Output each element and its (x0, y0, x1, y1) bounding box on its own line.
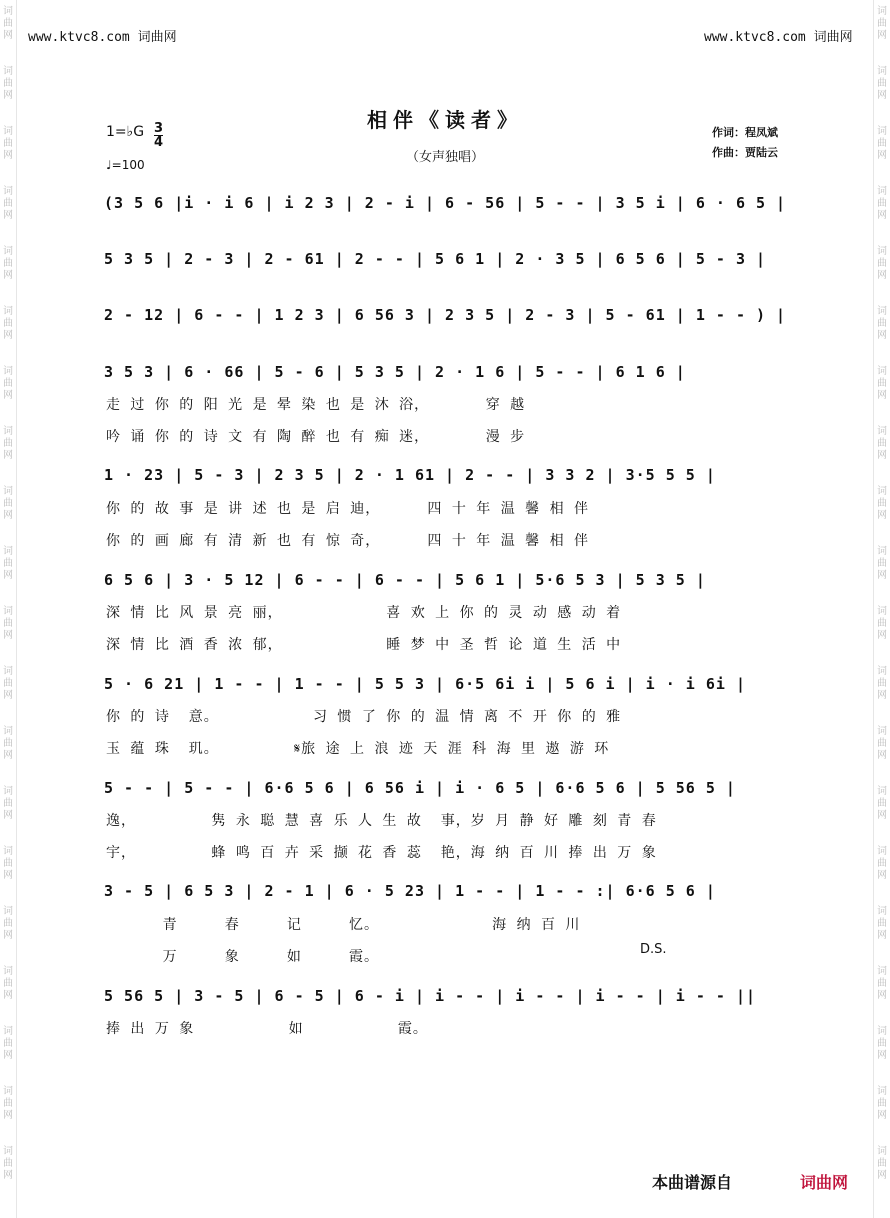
notation-row: 3 5 3 | 6 · 66 | 5 - 6 | 5 3 5 | 2 · 1 6 | 5 - - | 6 1 6 | (104, 363, 686, 381)
lyric-line: 你 的 画 廊 有 清 新 也 有 惊 奇， 四 十 年 温 馨 相 伴 (106, 533, 590, 549)
header-url-left[interactable]: www.ktvc8.com 词曲网 (28, 30, 177, 45)
watermark-text: 词曲网 (3, 906, 13, 941)
lyric-line: 逸， 隽 永 聪 慧 喜 乐 人 生 故 事，岁 月 静 好 雕 刻 青 春 (106, 813, 657, 829)
lyric-line: 走 过 你 的 阳 光 是 晕 染 也 是 沐 浴， 穿 越 (106, 397, 526, 413)
watermark-text: 词曲网 (3, 246, 13, 281)
watermark-text: 词曲网 (3, 1086, 13, 1121)
watermark-text: 词曲网 (3, 66, 13, 101)
watermark-text: 词曲网 (3, 726, 13, 761)
watermark-text: 词曲网 (3, 546, 13, 581)
notation-row: 5 - - | 5 - - | 6·6 5 6 | 6 56 i | i · 6 5 | 6·6 5 6 | 5 56 5 | (104, 779, 736, 797)
watermark-text: 词曲网 (877, 66, 887, 101)
notation-row: 6 5 6 | 3 · 5 12 | 6 - - | 6 - - | 5 6 1 | 5·6 5 3 | 5 3 5 | (104, 571, 706, 589)
lyric-line: 青 春 记 忆。 海 纳 百 川 (106, 917, 581, 933)
footer-source-label: 本曲谱源自 (652, 1173, 733, 1192)
footer-brand-link[interactable]: 词曲网 (800, 1173, 849, 1192)
lyric-line: 万 象 如 霞。 (106, 949, 380, 965)
watermark-text: 词曲网 (3, 606, 13, 641)
tempo-marking: ♩=100 (106, 158, 145, 172)
watermark-text: 词曲网 (877, 306, 887, 341)
watermark-text: 词曲网 (3, 846, 13, 881)
composer-credit: 作曲：贾陆云 (712, 146, 778, 159)
lyric-line: 捧 出 万 象 如 霞。 (106, 1021, 428, 1037)
left-watermark-column (0, 0, 17, 1218)
watermark-text: 词曲网 (877, 966, 887, 1001)
watermark-text: 词曲网 (877, 786, 887, 821)
notation-row: 5 · 6 21 | 1 - - | 1 - - | 5 5 3 | 6·5 6i i | 5 6 i | i · i 6i | (104, 675, 746, 693)
notation-row: 1 · 23 | 5 - 3 | 2 3 5 | 2 · 1 61 | 2 - - | 3 3 2 | 3·5 5 5 | (104, 466, 716, 484)
time-signature (154, 122, 163, 149)
lyric-line: 你 的 故 事 是 讲 述 也 是 启 迪， 四 十 年 温 馨 相 伴 (106, 501, 590, 517)
lyricist-credit: 作词：程凤斌 (712, 126, 778, 139)
watermark-text: 词曲网 (877, 186, 887, 221)
watermark-text: 词曲网 (877, 666, 887, 701)
song-title: 相伴《读者》 (367, 108, 523, 132)
watermark-text: 词曲网 (877, 426, 887, 461)
watermark-text: 词曲网 (3, 6, 13, 41)
watermark-text: 词曲网 (3, 486, 13, 521)
lyric-line: 深 情 比 酒 香 浓 郁， 睡 梦 中 圣 哲 论 道 生 活 中 (106, 637, 622, 653)
watermark-text: 词曲网 (877, 546, 887, 581)
watermark-text: 词曲网 (877, 1146, 887, 1181)
lyric-line: 你 的 诗 意。 习 惯 了 你 的 温 情 离 不 开 你 的 雅 (106, 709, 622, 725)
watermark-text: 词曲网 (3, 1026, 13, 1061)
notation-row: 5 56 5 | 3 - 5 | 6 - 5 | 6 - i | i - - | i - - | i - - | i - - || (104, 987, 756, 1005)
watermark-text: 词曲网 (877, 126, 887, 161)
watermark-text: 词曲网 (3, 366, 13, 401)
lyric-line: 深 情 比 风 景 亮 丽， 喜 欢 上 你 的 灵 动 感 动 着 (106, 605, 622, 621)
watermark-text: 词曲网 (877, 606, 887, 641)
notation-row: 5 3 5 | 2 - 3 | 2 - 61 | 2 - - | 5 6 1 | 2 · 3 5 | 6 5 6 | 5 - 3 | (104, 250, 767, 268)
header-url-right[interactable]: www.ktvc8.com 词曲网 (704, 30, 853, 45)
ds-marker: D.S. (640, 942, 667, 957)
right-watermark-column (873, 0, 890, 1218)
notation-row: 2 - 12 | 6 - - | 1 2 3 | 6 56 3 | 2 3 5 | 2 - 3 | 5 - 61 | 1 - - ) | (104, 306, 787, 324)
lyric-line: 宇， 蜂 鸣 百 卉 采 撷 花 香 蕊 艳，海 纳 百 川 捧 出 万 象 (106, 845, 657, 861)
watermark-text: 词曲网 (877, 906, 887, 941)
watermark-text: 词曲网 (3, 786, 13, 821)
time-signature-top: 3 (154, 121, 164, 136)
watermark-text: 词曲网 (3, 666, 13, 701)
watermark-text: 词曲网 (877, 846, 887, 881)
watermark-text: 词曲网 (877, 246, 887, 281)
watermark-text: 词曲网 (3, 966, 13, 1001)
key-signature: 1=♭G (106, 124, 145, 140)
watermark-text: 词曲网 (877, 1086, 887, 1121)
watermark-text: 词曲网 (3, 186, 13, 221)
watermark-text: 词曲网 (3, 126, 13, 161)
watermark-text: 词曲网 (3, 1146, 13, 1181)
watermark-text: 词曲网 (877, 366, 887, 401)
watermark-text: 词曲网 (3, 306, 13, 341)
song-subtitle: （女声独唱） (405, 150, 484, 165)
lyric-line: 吟 诵 你 的 诗 文 有 陶 醉 也 有 痴 迷， 漫 步 (106, 429, 526, 445)
notation-row: (3 5 6 |i · i 6 | i 2 3 | 2 - i | 6 - 56 | 5 - - | 3 5 i | 6 · 6 5 | (104, 194, 787, 212)
time-signature-bottom: 4 (154, 135, 164, 150)
watermark-text: 词曲网 (877, 726, 887, 761)
notation-row: 3 - 5 | 6 5 3 | 2 - 1 | 6 · 5 23 | 1 - - | 1 - - :| 6·6 5 6 | (104, 882, 716, 900)
watermark-text: 词曲网 (877, 486, 887, 521)
lyric-line: 玉 蕴 珠 玑。 𝄋旅 途 上 浪 迹 天 涯 科 海 里 遨 游 环 (106, 741, 610, 757)
watermark-text: 词曲网 (877, 6, 887, 41)
watermark-text: 词曲网 (3, 426, 13, 461)
watermark-text: 词曲网 (877, 1026, 887, 1061)
